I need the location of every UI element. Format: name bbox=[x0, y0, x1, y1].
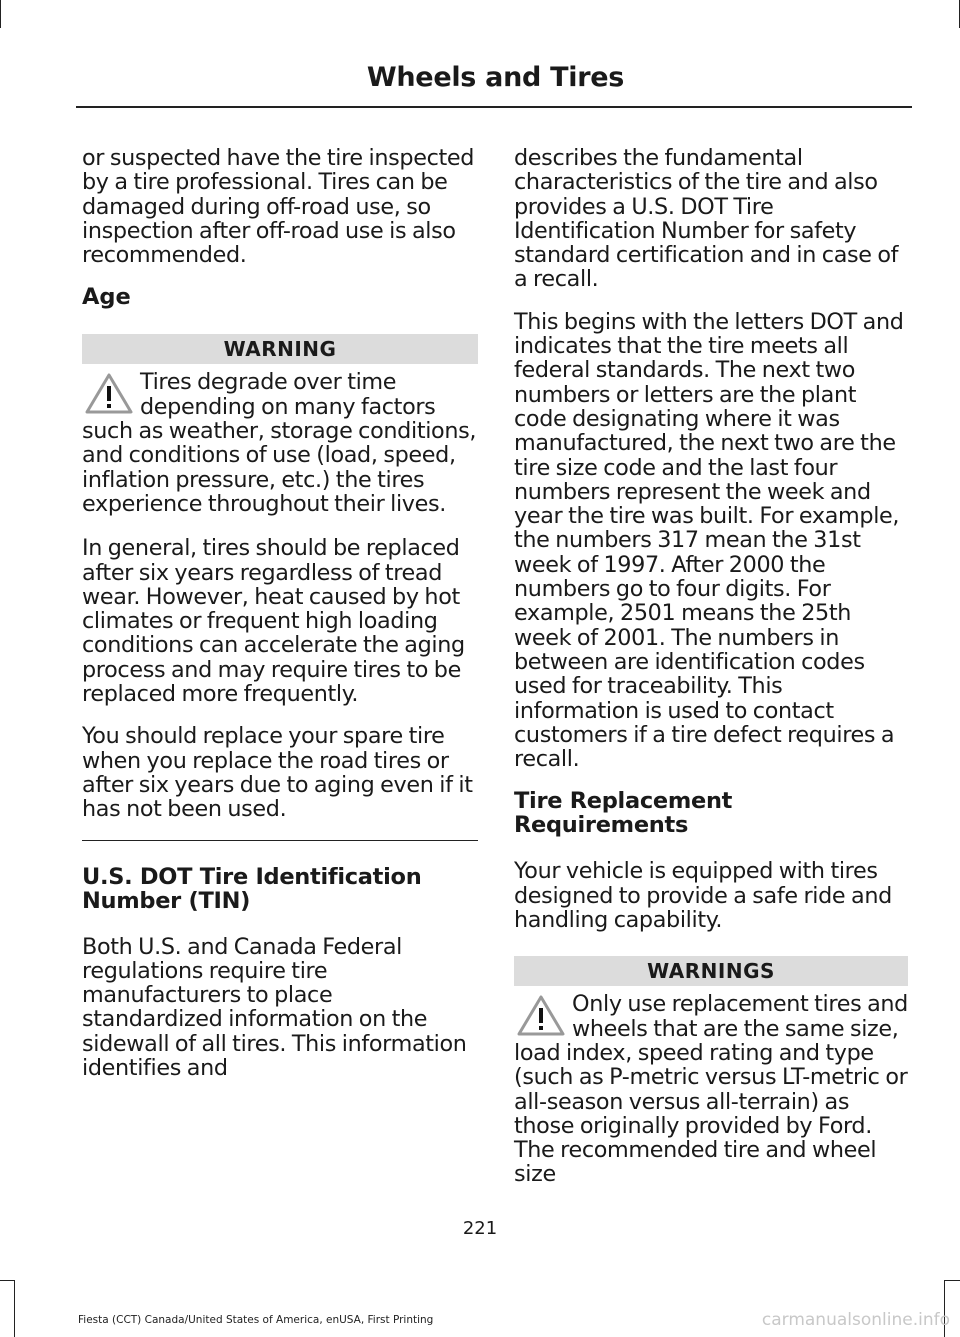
left-paragraph-4: Both U.S. and Canada Federal regulations require tire manufacturers to place standardized information on the sidewall of all tires. This information identifies and bbox=[82, 933, 467, 1082]
section-divider bbox=[82, 840, 478, 841]
edition-footer: Fiesta (CCT) Canada/United States of America, enUSA, First Printing bbox=[78, 1314, 434, 1326]
warning-text: Tires degrade over time depending on many factors such as weather, storage conditions, and conditions of use (load, speed, inflation pressure, etc.) the tires experience throughout their lives. bbox=[82, 369, 477, 517]
header-divider bbox=[76, 106, 912, 108]
right-paragraph-1: describes the fundamental characteristics of the tire and also provides a U.S. DOT Tire Identification Number for safety standard certification and in case of a recall. bbox=[514, 145, 899, 293]
tin-heading: U.S. DOT Tire Identification Number (TIN) bbox=[82, 863, 422, 914]
warning-triangle-icon bbox=[516, 994, 566, 1038]
warnings-block bbox=[514, 992, 908, 1186]
right-column bbox=[514, 146, 908, 1207]
crop-mark-bottom-right-h bbox=[944, 1280, 960, 1281]
left-paragraph-2: In general, tires should be replaced after six years regardless of tread wear. However, heat caused by hot climates or frequent high loading conditions can accelerate the aging process and may require tires to be replaced more frequently. bbox=[82, 535, 465, 708]
age-heading: Age bbox=[82, 284, 131, 311]
left-paragraph-3: You should replace your spare tire when you replace the road tires or after six years due to aging even if it has not been used. bbox=[82, 723, 473, 823]
warning-block bbox=[82, 370, 478, 516]
page-number: 221 bbox=[462, 1218, 498, 1239]
right-paragraph-3: Your vehicle is equipped with tires designed to provide a safe ride and handling capability. bbox=[514, 858, 892, 934]
warnings-label: WARNINGS bbox=[514, 956, 908, 986]
crop-mark-bottom-left-h bbox=[0, 1280, 14, 1281]
left-column bbox=[82, 146, 478, 1098]
replacement-heading: Tire Replacement Requirements bbox=[514, 788, 733, 839]
crop-mark-bottom-left bbox=[14, 1280, 15, 1337]
page-header-title: Wheels and Tires bbox=[366, 62, 624, 93]
crop-mark-top-left bbox=[0, 0, 1, 28]
watermark: carmanualsonline.info bbox=[761, 1310, 950, 1330]
right-paragraph-2: This begins with the letters DOT and indicates that the tire meets all federal standards. The next two numbers or letters are the plant code designating where it was manufactured, the next two are the tire size code and the last four numbers represent the week and year the tire was built. For example, the numbers 317 mean the 31st week of 1997. After 2000 the numbers go to four digits. For example, 2501 means the 25th week of 2001. The numbers in between are identification codes used for traceability. This information is used to contact customers if a tire defect requires a recall. bbox=[514, 308, 904, 773]
warning-triangle-icon bbox=[84, 372, 134, 416]
warning-label: WARNING bbox=[82, 334, 478, 364]
warnings-text: Only use replacement tires and wheels that are the same size, load index, speed rating and type (such as P-metric versus LT-metric or all-season versus all-terrain) as those originally provided by Ford. The recommended tire and wheel size bbox=[514, 991, 908, 1188]
left-paragraph-1: or suspected have the tire inspected by a tire professional. Tires can be damaged during off-road use, so inspection after off-road use is also recommended. bbox=[82, 145, 475, 269]
